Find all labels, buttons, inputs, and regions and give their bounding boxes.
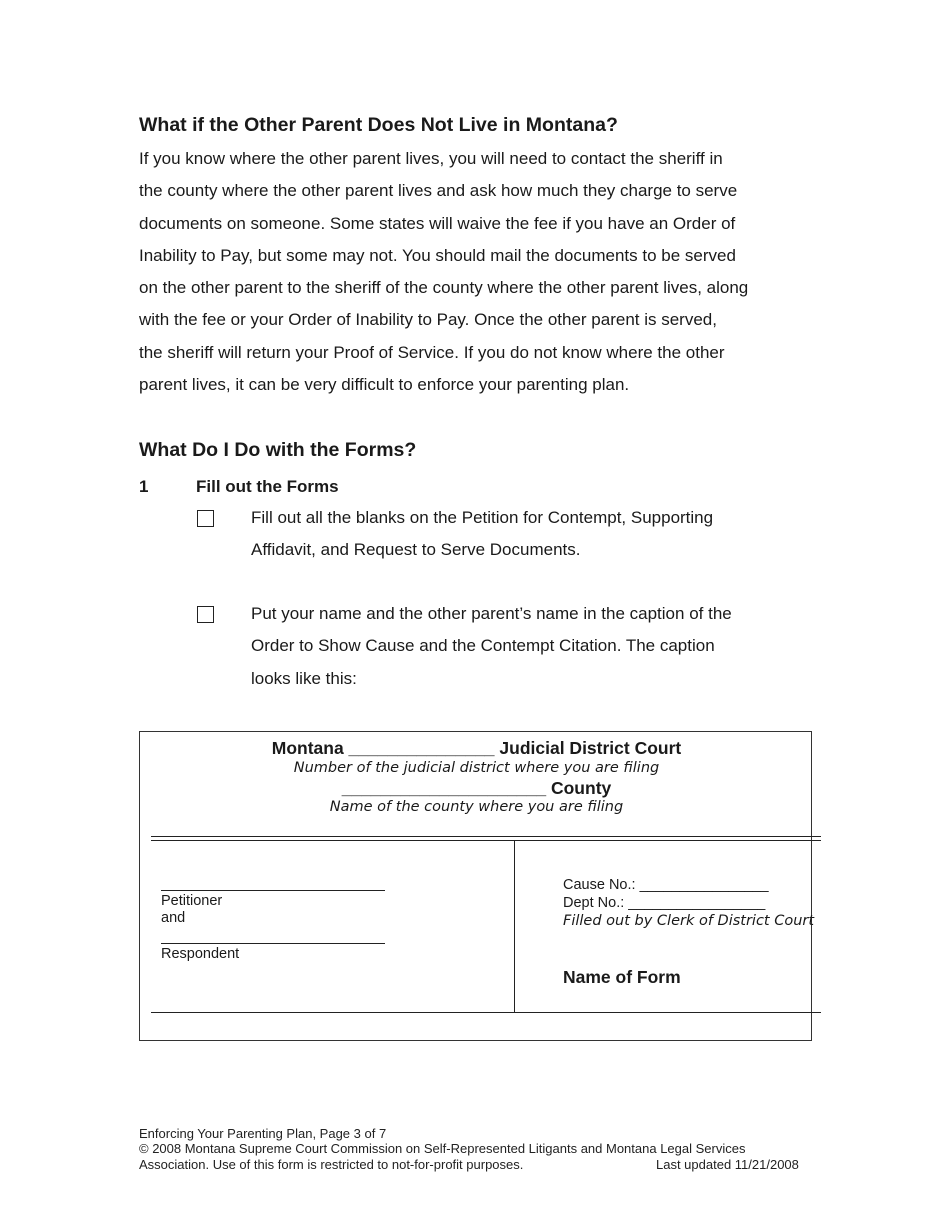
county-line: _____________________ County xyxy=(341,778,612,798)
clerk-hint: Filled out by Clerk of District Court xyxy=(563,913,815,929)
step-title: Fill out the Forms xyxy=(196,477,339,496)
form-name: Name of Form xyxy=(563,967,681,987)
footer-updated: Last updated 11/21/2008 xyxy=(656,1157,799,1172)
section-heading-forms: What Do I Do with the Forms? xyxy=(139,439,417,461)
footer-copyright: © 2008 Montana Supreme Court Commission on Self-Represented Litigants and Montana Legal Services xyxy=(139,1141,746,1156)
caption-double-rule-top xyxy=(151,836,821,837)
caption-bottom-rule xyxy=(151,1012,821,1013)
checklist-checkbox-2[interactable] xyxy=(197,606,214,623)
petitioner-name-line xyxy=(161,890,385,891)
section-heading-other-parent: What if the Other Parent Does Not Live in Montana? xyxy=(139,114,618,136)
footer-usage: Association. Use of this form is restricted to not-for-profit purposes. xyxy=(139,1157,524,1172)
court-line: Montana _______________ Judicial District Court xyxy=(271,738,682,758)
checklist-item-2: Put your name and the other parent’s name in the caption of the Order to Show Cause and the Contempt Citation. The caption looks like this: xyxy=(251,604,732,688)
caption-double-rule-bottom xyxy=(151,840,821,841)
step-number: 1 xyxy=(139,477,149,496)
footer-page-info: Enforcing Your Parenting Plan, Page 3 of 7 xyxy=(139,1126,387,1141)
checklist-item-1: Fill out all the blanks on the Petition for Contempt, Supporting Affidavit, and Request to Serve Documents. xyxy=(251,508,714,560)
dept-number: Dept No.: _________________ xyxy=(563,895,766,911)
section-paragraph-other-parent: If you know where the other parent lives, you will need to contact the sheriff in the county where the other parent lives and ask how much they charge to serve documents on someone. Some states will waive the fee if you have an Order of Inability to Pay, but some may not. You should mail the documents to be served on the other parent to the sheriff of the county where the other parent lives, along with the fee or your Order of Inability to Pay. Once the other parent is served, the sheriff will return your Proof of Service. If you do not know where the other parent lives, it can be very difficult to enforce your parenting plan. xyxy=(139,149,749,395)
checklist-checkbox-1[interactable] xyxy=(197,510,214,527)
and-label: and xyxy=(161,910,186,926)
county-hint: Name of the county where you are filing xyxy=(329,799,624,815)
respondent-name-line xyxy=(161,943,385,944)
district-hint: Number of the judicial district where you are filing xyxy=(293,760,660,776)
respondent-label: Respondent xyxy=(161,946,240,962)
caption-vertical-divider xyxy=(514,841,515,1012)
petitioner-label: Petitioner xyxy=(161,893,223,909)
cause-number: Cause No.: ________________ xyxy=(563,877,769,893)
